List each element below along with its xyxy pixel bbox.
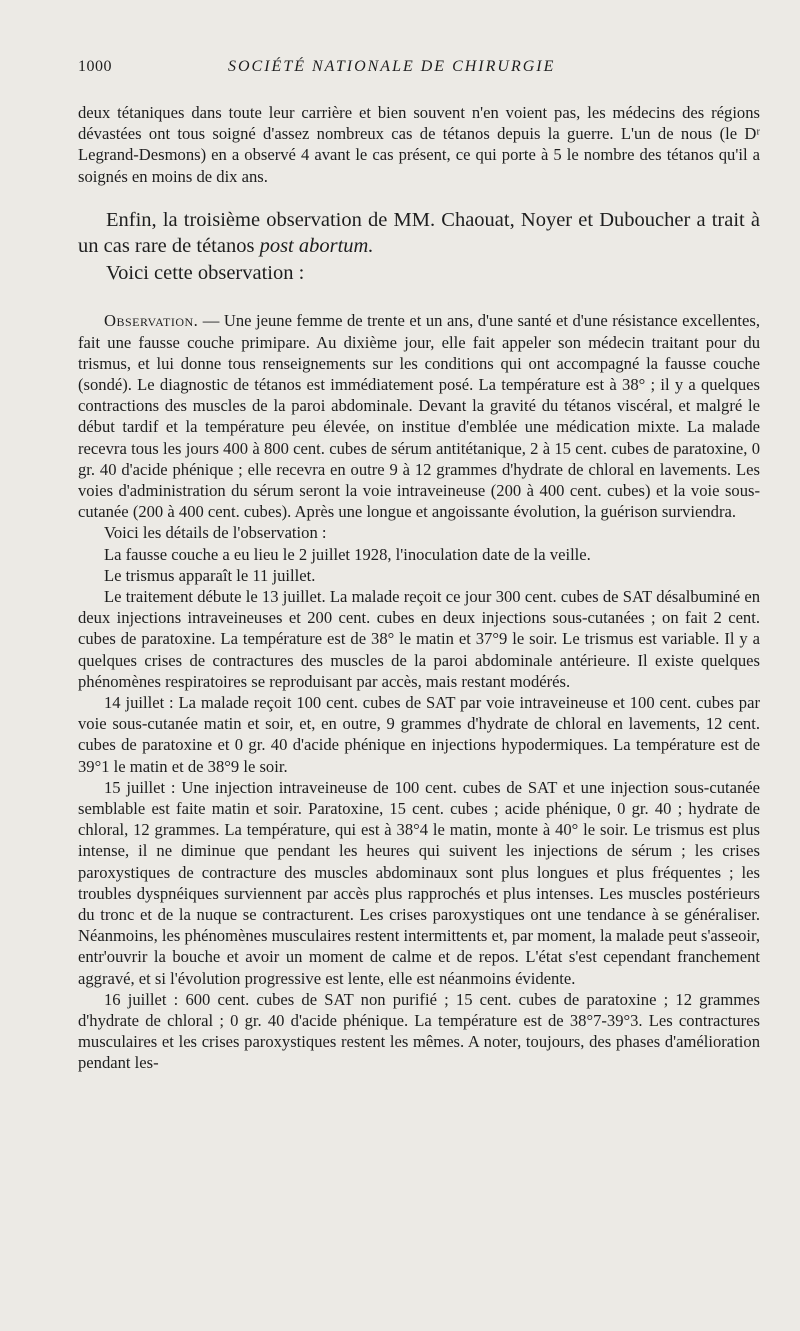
large-paragraph-2: Voici cette observation : [106, 261, 305, 284]
journal-title: SOCIÉTÉ NATIONALE DE CHIRURGIE [228, 58, 556, 75]
page-number: 1000 [78, 58, 112, 75]
large-paragraph-1 [78, 207, 760, 260]
observation-paragraph [78, 310, 760, 522]
paragraph-15-juillet: 15 juillet : Une injection intraveineuse de 100 cent. cubes de SAT et une injection sous-cutanée semblable est faite matin et soir. Paratoxine, 15 cent. cubes ; acide phénique, 0 gr. 40 ; hydrate de chloral, 12 grammes. La température, qui est à 38°4 le matin, monte à 40° le soir. Le trismus est plus intense, il ne diminue que pendant les heures qui suivent les injections de sérum ; les crises paroxystiques de contracture des muscles abdominaux sont plus longues et plus fréquentes ; les troubles dyspnéiques surviennent par accès plus rapprochés et plus intenses. Les muscles postérieurs du tronc et de la nuque se contracturent. Les crises paroxystiques ont une tendance à se généraliser. Néanmoins, les phénomènes musculaires restent intermittents et, par moment, la malade peut s'asseoir, entr'ouvrir la bouche et avoir un moment de calme et de repos. L'état s'est cependant franchement aggravé, et si l'évolution progressive est lente, elle est néanmoins évidente. [78, 777, 760, 988]
observation-text: — Une jeune femme de trente et un ans, d'une santé et d'une résistance excellentes, fait une fausse couche primipare. Au dixième jour, elle fait appeler son médecin traitant pour du trismus, et lui donne tous renseignements sur les conditions qui ont accompagné la fausse couche (sondé). Le diagnostic de tétanos est immédiatement posé. La température est à 38° ; il y a quelques contractions des muscles de la paroi abdominale. Devant la gravité du tétanos viscéral, et malgré le début tardif et la température peu élevée, on institue d'emblée une médication mixte. La malade recevra tous les jours 400 à 800 cent. cubes de sérum antitétanique, 2 à 15 cent. cubes de paratoxine, 0 gr. 40 d'acide phénique ; elle recevra en outre 9 à 12 grammes d'hydrate de chloral en lavements. Les voies d'administration du sérum seront la voie intraveineuse (200 à 400 cent. cubes) et la voie sous-cutanée (200 à 400 cent. cubes). Après une longue et angoissante évolution, la guérison surviendra. [78, 311, 760, 522]
paragraph-13-juillet: Le traitement débute le 13 juillet. La malade reçoit ce jour 300 cent. cubes de SAT désalbuminé en deux injections intraveineuses et 200 cent. cubes en deux injections sous-cutanées ; on fait 2 cent. cubes de paratoxine. La température est de 38° le matin et 37°9 le soir. Le trismus est variable. Il y a quelques crises de contractures des muscles de la paroi abdominale antérieure. Il existe quelques phénomènes respiratoires se reproduisant par accès, mais restant modérés. [78, 586, 760, 691]
observation-block [78, 310, 760, 1073]
intro-paragraph: deux tétaniques dans toute leur carrière et bien souvent n'en voient pas, les médecins des régions dévastées ont tous soigné d'assez nombreux cas de tétanos depuis la guerre. L'un de nous (le Dʳ Legrand-Desmons) en a observé 4 avant le cas présent, ce qui porte à 5 le nombre des tétanos qu'il a soignés en moins de dix ans. [78, 103, 760, 186]
observation-label: Observation. [104, 311, 199, 331]
large-paragraph-1-text: Enfin, la troisième observation de MM. Chaouat, Noyer et Duboucher a trait à un cas rare de tétanos [78, 208, 760, 258]
paragraph-14-juillet: 14 juillet : La malade reçoit 100 cent. cubes de SAT par voie intraveineuse et 100 cent. cubes par voie sous-cutanée matin et soir, et, en outre, 9 grammes d'hydrate de chloral en lavements, 12 cent. cubes de paratoxine et 0 gr. 40 d'acide phénique en injections hypodermiques. La température est de 39°1 le matin et de 38°9 le soir. [78, 692, 760, 776]
paragraph-trismus: Le trismus apparaît le 11 juillet. [104, 565, 316, 585]
paragraph-16-juillet: 16 juillet : 600 cent. cubes de SAT non purifié ; 15 cent. cubes de paratoxine ; 12 grammes d'hydrate de chloral ; 0 gr. 40 d'acide phénique. La température est de 38°7-39°3. Les contractures musculaires et les crises paroxystiques restent les mêmes. A noter, toujours, des phases d'amélioration pendant les- [78, 989, 760, 1073]
main-text-block [78, 207, 760, 287]
paragraph-fausse-couche: La fausse couche a eu lieu le 2 juillet 1928, l'inoculation date de la veille. [104, 544, 591, 564]
large-paragraph-1-italic: post abortum. [259, 235, 374, 258]
paragraph-details-intro: Voici les détails de l'observation : [104, 523, 327, 543]
running-head [78, 58, 760, 88]
